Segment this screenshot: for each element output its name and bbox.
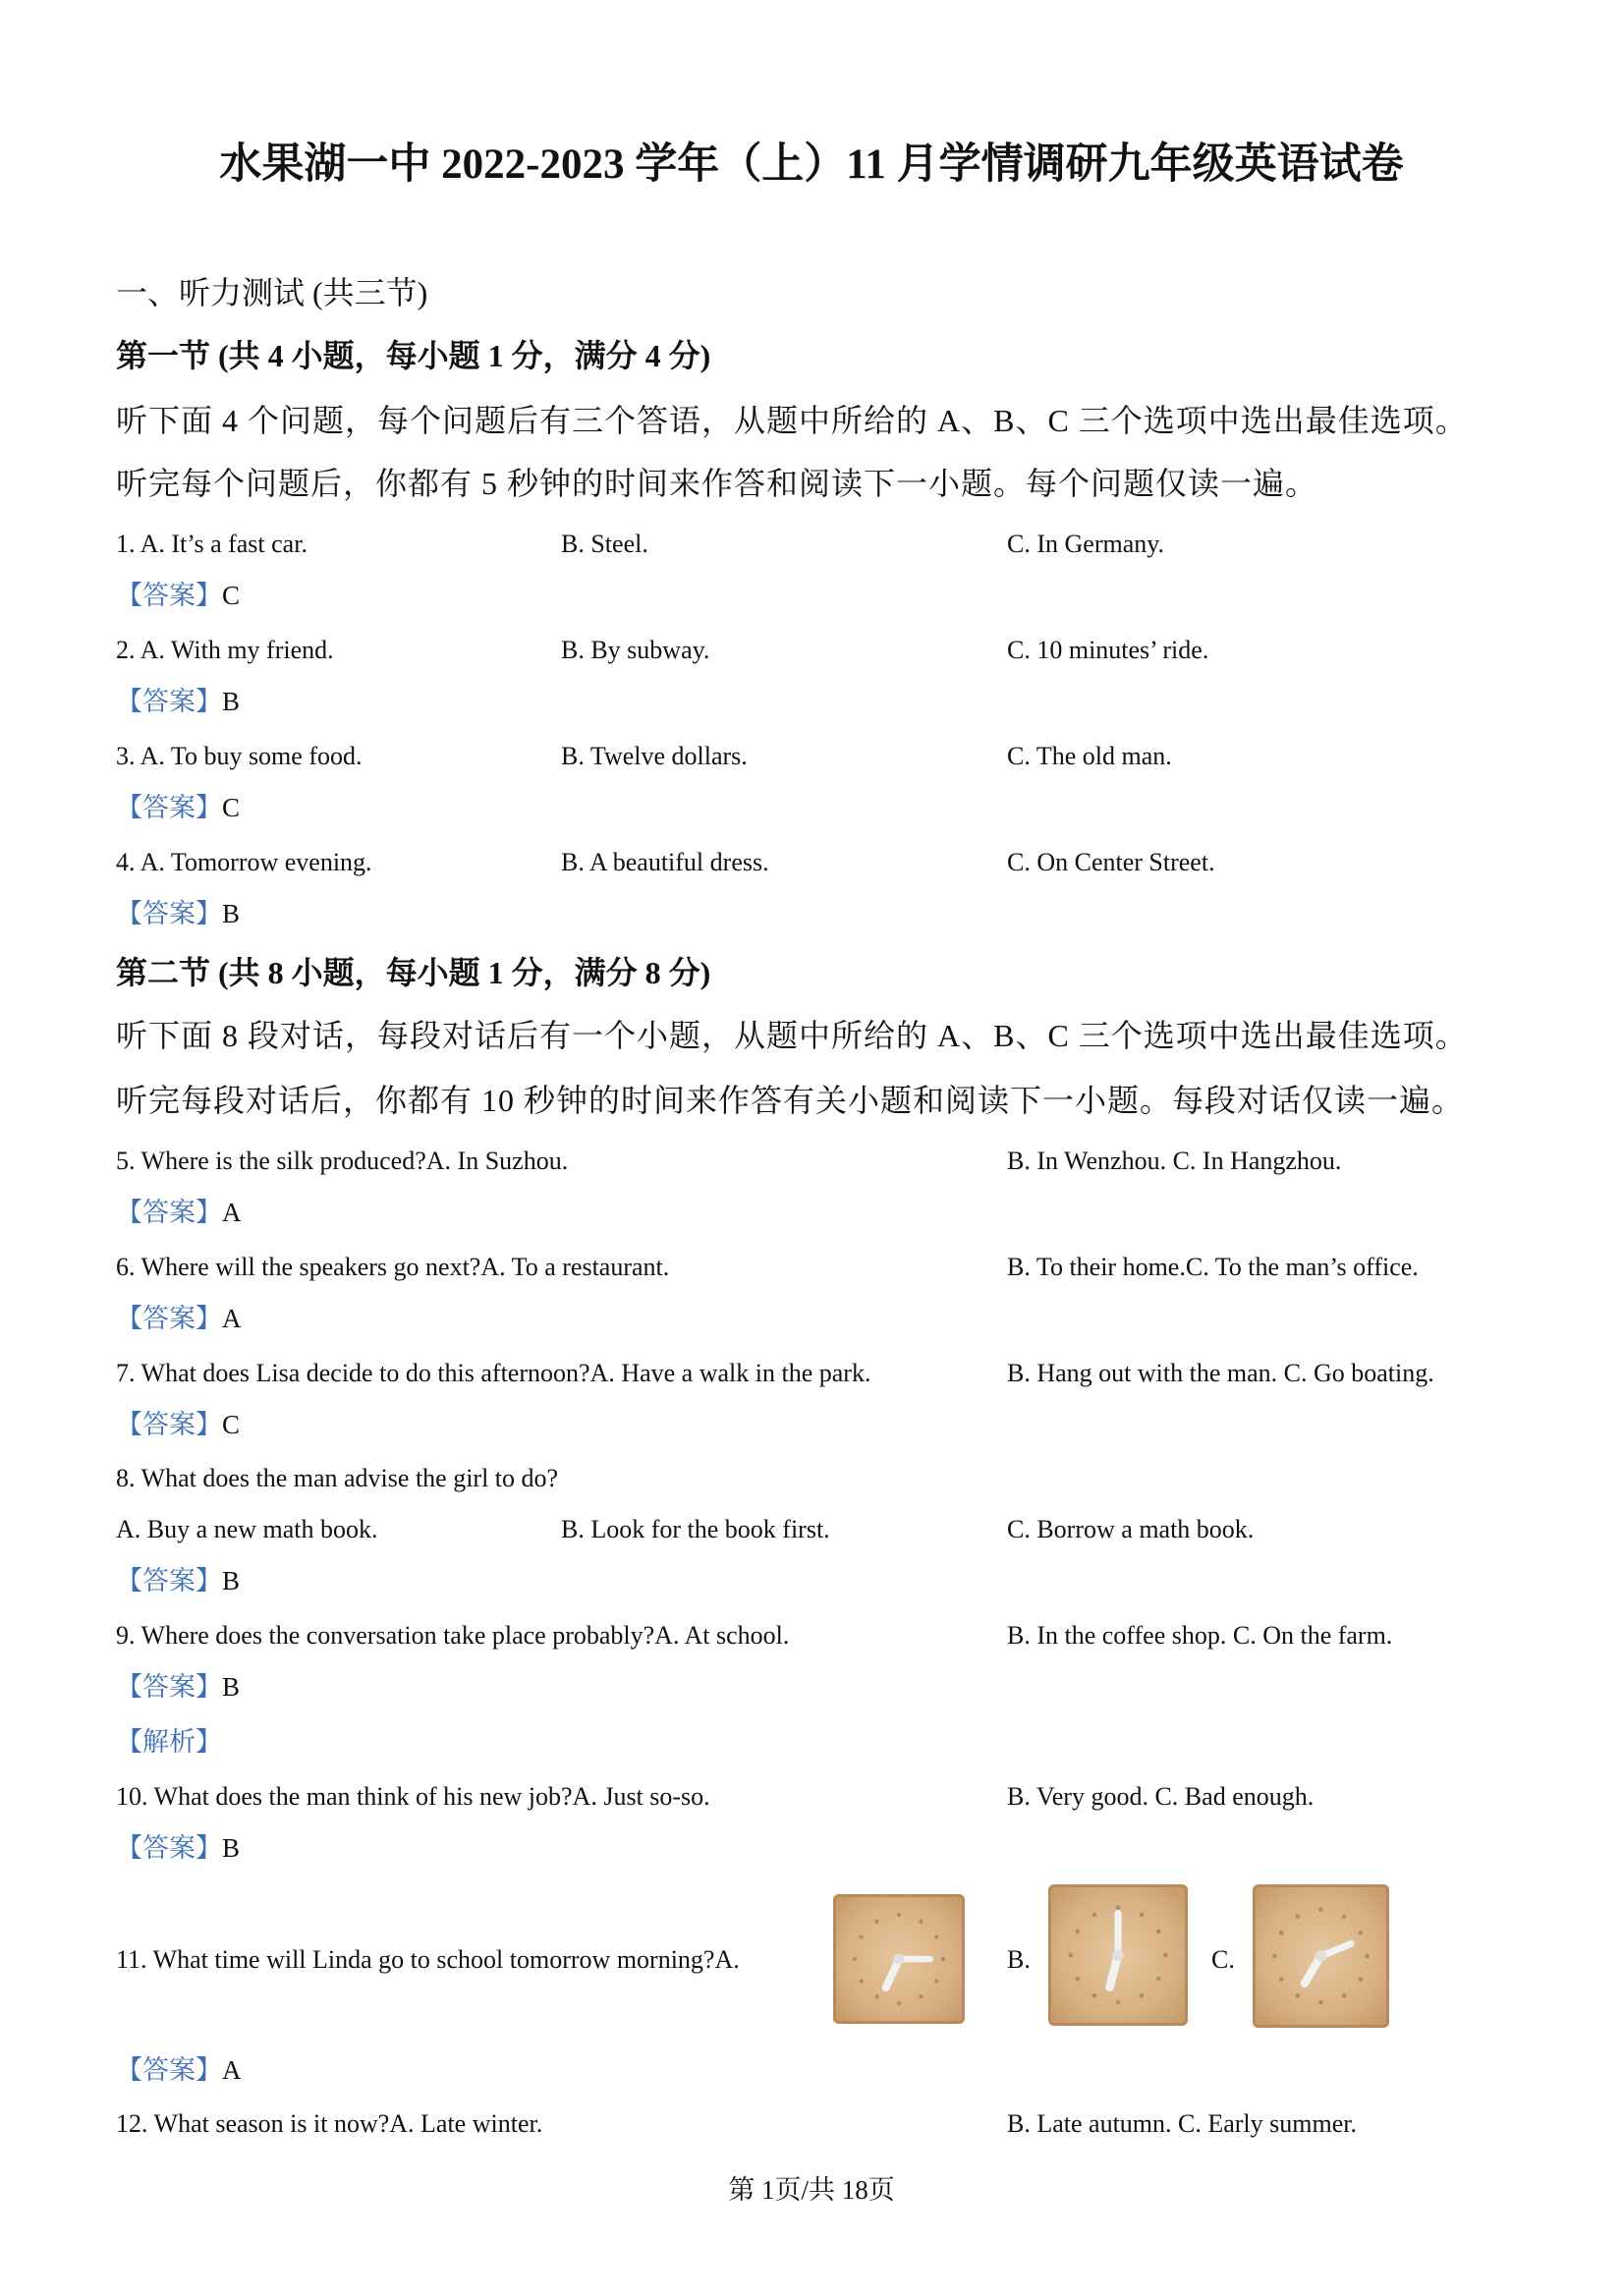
q6-options-bc: B. To their home.C. To the man’s office. [1007,1253,1419,1281]
answer-value: B [222,687,241,716]
page-footer: 第 1页/共 18页 [728,2175,895,2205]
q9-answer [116,1669,240,1705]
answer-tag: 【答案】 [116,2055,222,2085]
q9-options-bc: B. In the coffee shop. C. On the farm. [1007,1621,1393,1650]
section1-heading: 第一节 (共 4 小题，每小题 1 分，满分 4 分) [116,338,711,373]
answer-value: C [222,793,241,822]
answer-value: B [222,1672,241,1702]
q2-option-b: B. By subway. [561,636,710,664]
q8-option-a: A. Buy a new math book. [116,1515,378,1543]
q3-option-b: B. Twelve dollars. [561,742,748,770]
q10-answer [116,1830,240,1866]
answer-value: C [222,1410,241,1439]
answer-tag: 【答案】 [116,1672,222,1702]
q1-option-a: 1. A. It’s a fast car. [116,530,308,558]
q10-question: 10. What does the man think of his new job?A. Just so-so. [116,1782,710,1811]
exam-title: 水果湖一中 2022-2023 学年（上）11 月学情调研九年级英语试卷 [219,141,1404,188]
q3-option-a: 3. A. To buy some food. [116,742,363,770]
part-heading: 一、听力测试 (共三节) [116,275,428,310]
q4-answer [116,896,240,931]
answer-tag: 【答案】 [116,1566,222,1596]
q11-answer [116,2052,242,2088]
answer-value: A [222,1198,242,1227]
clock-a-icon [833,1894,965,2024]
q4-option-c: C. On Center Street. [1007,848,1215,876]
q12-question: 12. What season is it now?A. Late winter. [116,2109,543,2138]
q9-question: 9. Where does the conversation take place probably?A. At school. [116,1621,790,1650]
clock-b-face [1048,1884,1188,2026]
q6-answer [116,1301,242,1336]
clock-b-icon [1048,1884,1188,2026]
answer-value: A [222,1304,242,1333]
q8-answer [116,1563,240,1598]
answer-tag: 【答案】 [116,793,222,822]
q2-option-c: C. 10 minutes’ ride. [1007,636,1209,664]
q7-answer [116,1407,240,1442]
q1-option-b: B. Steel. [561,530,648,558]
q10-options-bc: B. Very good. C. Bad enough. [1007,1782,1315,1811]
answer-value: B [222,899,241,928]
q7-options-bc: B. Hang out with the man. C. Go boating. [1007,1359,1434,1387]
answer-tag: 【答案】 [116,581,222,610]
q3-answer [116,790,240,825]
q11-option-c-label: C. [1211,1945,1235,1974]
q9-analysis [116,1724,222,1760]
q5-options-bc: B. In Wenzhou. C. In Hangzhou. [1007,1147,1342,1175]
section2-instruction-2: 听完每段对话后，你都有 10 秒钟的时间来作答有关小题和阅读下一小题。每段对话仅读一遍。 [116,1083,1465,1118]
clock-a-face [833,1894,965,2024]
q11-question: 11. What time will Linda go to school tomorrow morning?A. [116,1945,740,1974]
q1-option-c: C. In Germany. [1007,530,1165,558]
q6-question: 6. Where will the speakers go next?A. To a restaurant. [116,1253,670,1281]
q3-option-c: C. The old man. [1007,742,1172,770]
answer-value: A [222,2055,242,2085]
q1-answer [116,578,240,613]
answer-tag: 【答案】 [116,899,222,928]
clock-c-face [1253,1884,1389,2028]
clock-c-icon [1253,1884,1389,2028]
answer-tag: 【答案】 [116,1410,222,1439]
analysis-tag: 【解析】 [116,1727,222,1757]
q7-question: 7. What does Lisa decide to do this afternoon?A. Have a walk in the park. [116,1359,871,1387]
answer-tag: 【答案】 [116,1833,222,1863]
q2-answer [116,684,240,719]
q4-option-a: 4. A. Tomorrow evening. [116,848,372,876]
q11-option-b-label: B. [1007,1945,1031,1974]
section2-instruction-1: 听下面 8 段对话，每段对话后有一个小题，从题中所给的 A、B、C 三个选项中选出最佳选项。 [116,1018,1468,1053]
q4-option-b: B. A beautiful dress. [561,848,769,876]
q5-question: 5. Where is the silk produced?A. In Suzhou. [116,1147,569,1175]
q8-option-c: C. Borrow a math book. [1007,1515,1255,1543]
q2-option-a: 2. A. With my friend. [116,636,334,664]
answer-tag: 【答案】 [116,1198,222,1227]
answer-tag: 【答案】 [116,1304,222,1333]
q12-options-bc: B. Late autumn. C. Early summer. [1007,2109,1357,2138]
answer-value: B [222,1833,241,1863]
answer-tag: 【答案】 [116,687,222,716]
answer-value: B [222,1566,241,1596]
section1-instruction-1: 听下面 4 个问题，每个问题后有三个答语，从题中所给的 A、B、C 三个选项中选出最佳选项。 [116,403,1468,438]
section2-heading: 第二节 (共 8 小题，每小题 1 分，满分 8 分) [116,955,711,990]
q8-question: 8. What does the man advise the girl to do? [116,1464,559,1492]
answer-value: C [222,581,241,610]
section1-instruction-2: 听完每个问题后，你都有 5 秒钟的时间来作答和阅读下一小题。每个问题仅读一遍。 [116,466,1318,501]
q5-answer [116,1195,242,1230]
q8-option-b: B. Look for the book first. [561,1515,830,1543]
